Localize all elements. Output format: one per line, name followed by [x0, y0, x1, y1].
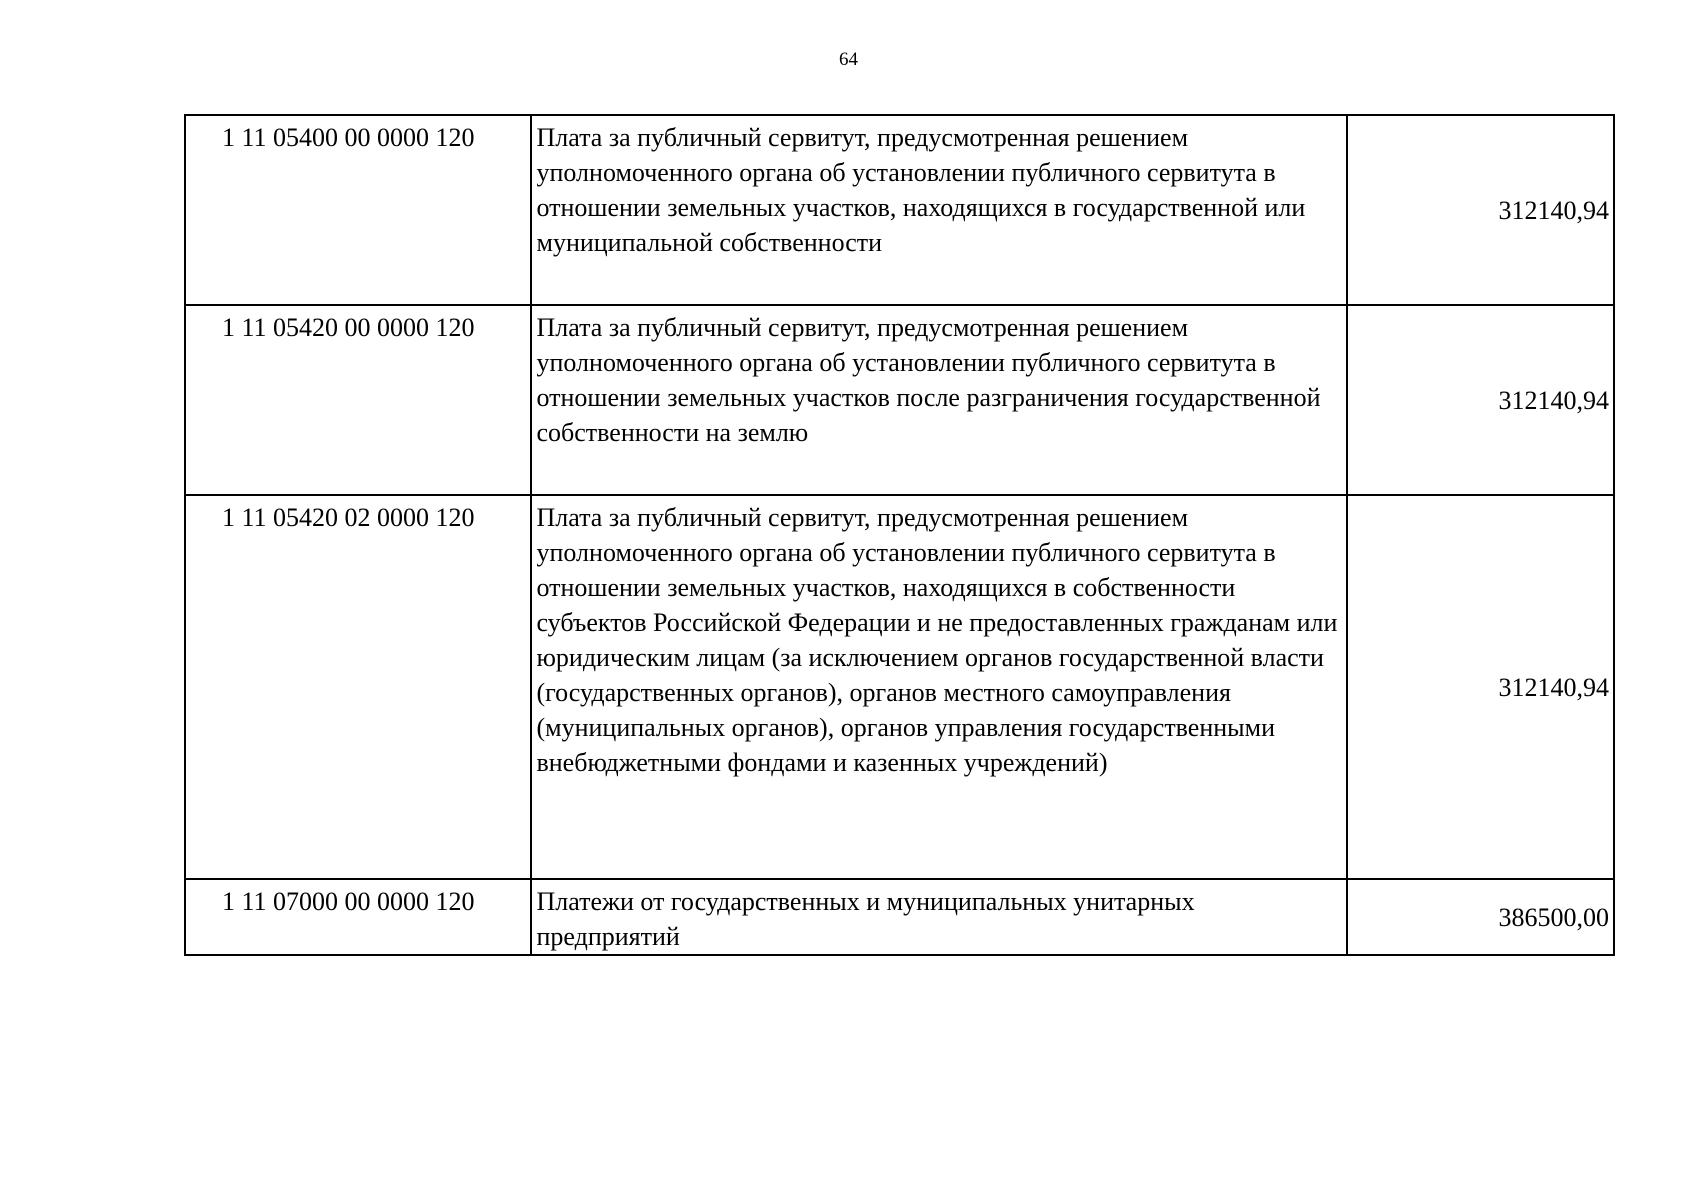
table-row	[185, 305, 1614, 495]
table-row	[185, 879, 1614, 955]
revenue-code: 1 11 05420 02 0000 120	[185, 495, 531, 879]
revenue-table	[184, 114, 1615, 956]
revenue-code: 1 11 05420 00 0000 120	[185, 305, 531, 495]
revenue-amount: 312140,94	[1347, 495, 1614, 879]
revenue-name: Плата за публичный сервитут, предусмотренная решением уполномоченного органа об установлении публичного сервитута в отношении земельных участков, находящихся в собственности субъектов Российской Федерации и не предоставленных гражданам или юридическим лицам (за исключением органов государственной власти (государственных органов), органов местного самоуправления (муниципальных органов), органов управления государственными внебюджетными фондами и казенных учреждений)	[531, 495, 1346, 879]
table-row	[185, 115, 1614, 305]
revenue-name: Плата за публичный сервитут, предусмотренная решением уполномоченного органа об установлении публичного сервитута в отношении земельных участков после разграничения государственной собственности на землю	[531, 305, 1346, 495]
revenue-amount: 312140,94	[1347, 305, 1614, 495]
revenue-code: 1 11 05400 00 0000 120	[185, 115, 531, 305]
revenue-amount: 386500,00	[1347, 879, 1614, 955]
page-number: 64	[839, 49, 858, 70]
revenue-code: 1 11 07000 00 0000 120	[185, 879, 531, 955]
revenue-amount: 312140,94	[1347, 115, 1614, 305]
revenue-name: Плата за публичный сервитут, предусмотренная решением уполномоченного органа об установлении публичного сервитута в отношении земельных участков, находящихся в государственной или муниципальной собственности	[531, 115, 1346, 305]
table-row	[185, 495, 1614, 879]
revenue-name: Платежи от государственных и муниципальных унитарных предприятий	[531, 879, 1346, 955]
